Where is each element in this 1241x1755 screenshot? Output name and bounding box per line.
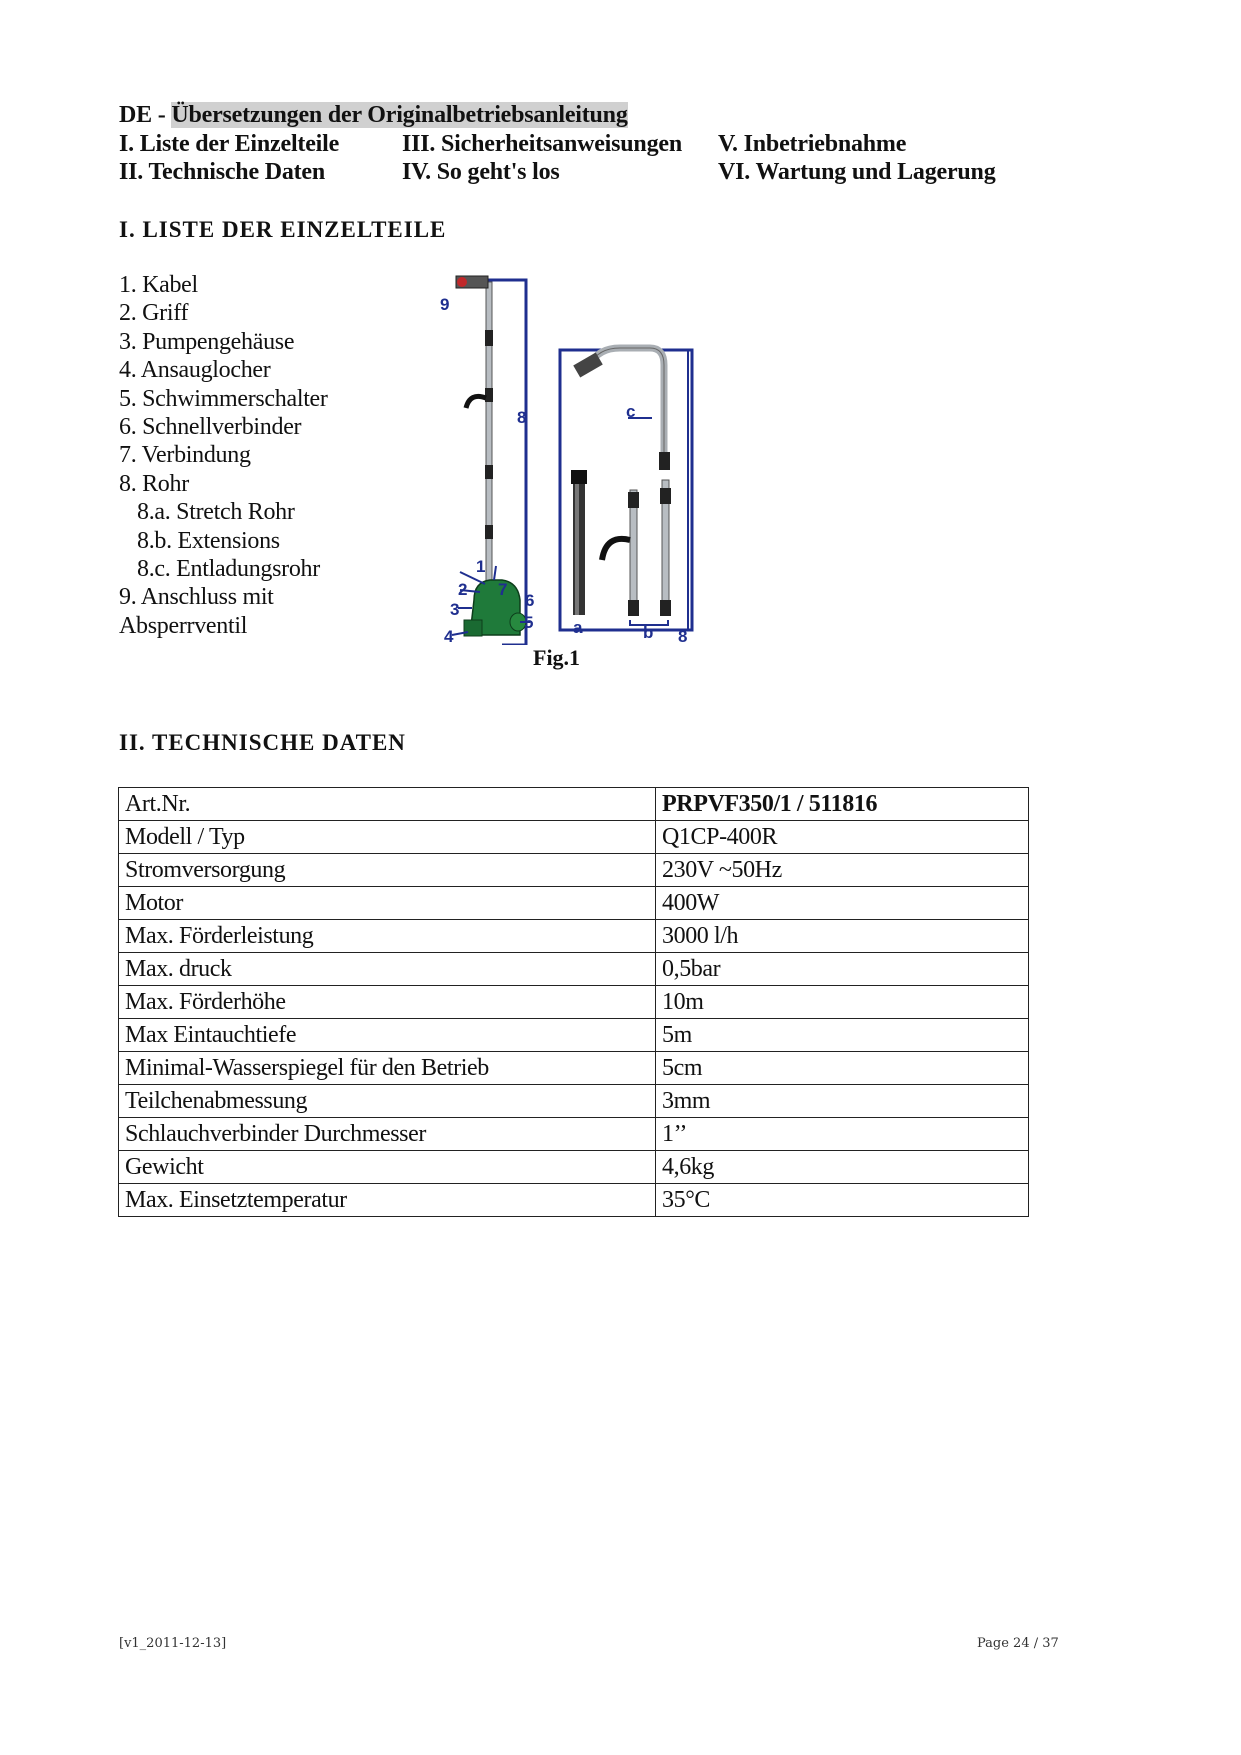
table-row bbox=[119, 1151, 1029, 1184]
table-row bbox=[119, 1184, 1029, 1217]
table-row bbox=[119, 788, 1029, 821]
spec-value: 35°C bbox=[656, 1184, 1029, 1217]
label-2: 2 bbox=[458, 580, 468, 599]
table-row bbox=[119, 920, 1029, 953]
title-prefix: DE - bbox=[119, 102, 172, 128]
table-row bbox=[119, 887, 1029, 920]
pump-diagram bbox=[430, 270, 700, 645]
list-item: 3. Pumpengehäuse bbox=[119, 328, 295, 355]
toc-item-3: III. Sicherheitsanweisungen bbox=[402, 131, 682, 157]
toc-item-6: VI. Wartung und Lagerung bbox=[718, 159, 996, 185]
table-row bbox=[119, 1118, 1029, 1151]
list-item: 8.c. Entladungsrohr bbox=[137, 556, 320, 583]
label-7: 7 bbox=[498, 580, 508, 599]
list-item: 6. Schnellverbinder bbox=[119, 414, 302, 441]
list-item: Absperrventil bbox=[119, 612, 248, 639]
spec-value: PRPVF350/1 / 511816 bbox=[656, 788, 1029, 821]
parts-breakdown-drawing bbox=[560, 348, 692, 630]
table-row bbox=[119, 953, 1029, 986]
spec-value: 4,6kg bbox=[656, 1151, 1029, 1184]
spec-label: Modell / Typ bbox=[119, 821, 656, 854]
table-row bbox=[119, 1052, 1029, 1085]
table-row bbox=[119, 1019, 1029, 1052]
spec-value: 3mm bbox=[656, 1085, 1029, 1118]
figure-caption: Fig.1 bbox=[533, 645, 581, 670]
list-item: 8.b. Extensions bbox=[137, 527, 280, 554]
spec-label: Art.Nr. bbox=[119, 788, 656, 821]
spec-value: 0,5bar bbox=[656, 953, 1029, 986]
list-item: 5. Schwimmerschalter bbox=[119, 385, 328, 412]
spec-value: 1’’ bbox=[656, 1118, 1029, 1151]
spec-table bbox=[118, 787, 1029, 1217]
label-6: 6 bbox=[525, 591, 535, 610]
spec-label: Max. Förderhöhe bbox=[119, 986, 656, 1019]
label-8-right: 8 bbox=[678, 627, 688, 645]
spec-label: Max. Förderleistung bbox=[119, 920, 656, 953]
table-row bbox=[119, 986, 1029, 1019]
label-4: 4 bbox=[444, 627, 454, 645]
table-row bbox=[119, 1085, 1029, 1118]
parts-list bbox=[119, 271, 328, 640]
list-item: 7. Verbindung bbox=[119, 442, 251, 469]
spec-value: 400W bbox=[656, 887, 1029, 920]
label-8: 8 bbox=[517, 408, 527, 427]
spec-value: 230V ~50Hz bbox=[656, 854, 1029, 887]
label-5: 5 bbox=[524, 613, 534, 632]
list-item: 4. Ansauglocher bbox=[119, 357, 271, 384]
label-3: 3 bbox=[450, 600, 460, 619]
label-a: a bbox=[573, 618, 583, 637]
toc-item-4: IV. So geht's los bbox=[402, 159, 560, 185]
label-9: 9 bbox=[440, 295, 450, 314]
spec-value: Q1CP-400R bbox=[656, 821, 1029, 854]
list-item: 8. Rohr bbox=[119, 470, 189, 497]
table-row bbox=[119, 821, 1029, 854]
spec-value: 5m bbox=[656, 1019, 1029, 1052]
title-text: Übersetzungen der Originalbetriebsanleitung bbox=[171, 102, 628, 128]
list-item: 9. Anschluss mit bbox=[119, 584, 274, 611]
spec-label: Max. druck bbox=[119, 953, 656, 986]
toc-item-1: I. Liste der Einzelteile bbox=[119, 131, 340, 157]
section-heading-specs: II. TECHNISCHE DATEN bbox=[119, 730, 406, 755]
label-c: c bbox=[626, 402, 636, 421]
list-item: 8.a. Stretch Rohr bbox=[137, 499, 295, 526]
spec-value: 5cm bbox=[656, 1052, 1029, 1085]
spec-label: Schlauchverbinder Durchmesser bbox=[119, 1118, 656, 1151]
list-item: 1. Kabel bbox=[119, 272, 198, 298]
spec-label: Minimal-Wasserspiegel für den Betrieb bbox=[119, 1052, 656, 1085]
list-item: 2. Griff bbox=[119, 300, 189, 327]
spec-label: Gewicht bbox=[119, 1151, 656, 1184]
section-heading-parts: I. LISTE DER EINZELTEILE bbox=[119, 217, 447, 242]
footer-version: [v1_2011-12-13] bbox=[119, 1636, 227, 1651]
spec-label: Teilchenabmessung bbox=[119, 1085, 656, 1118]
table-row bbox=[119, 854, 1029, 887]
spec-label: Max Eintauchtiefe bbox=[119, 1019, 656, 1052]
spec-label: Max. Einsetztemperatur bbox=[119, 1184, 656, 1217]
spec-value: 3000 l/h bbox=[656, 920, 1029, 953]
footer-page-number: Page 24 / 37 bbox=[977, 1636, 1059, 1651]
toc-item-5: V. Inbetriebnahme bbox=[718, 131, 907, 157]
spec-label: Motor bbox=[119, 887, 656, 920]
toc-item-2: II. Technische Daten bbox=[119, 159, 326, 185]
spec-label: Stromversorgung bbox=[119, 854, 656, 887]
label-1: 1 bbox=[476, 557, 486, 576]
label-b: b bbox=[643, 623, 654, 642]
spec-value: 10m bbox=[656, 986, 1029, 1019]
document-title bbox=[119, 102, 628, 129]
